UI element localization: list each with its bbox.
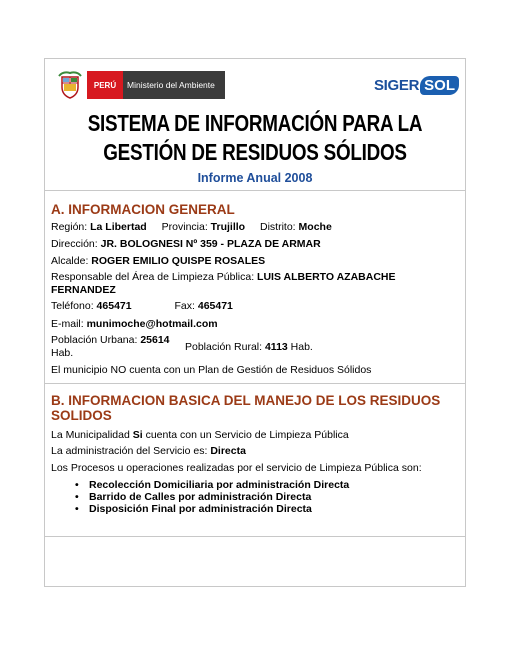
peru-label: PERÚ: [87, 71, 123, 99]
fax-label: Fax:: [174, 300, 195, 312]
pob-rural-value: 4113: [264, 341, 288, 353]
divider: [45, 383, 465, 384]
pob-rural-label: Población Rural:: [185, 341, 263, 353]
direccion-label: Dirección:: [51, 238, 98, 250]
servicio-line: [51, 429, 349, 442]
admin-value: Directa: [210, 445, 246, 457]
ministerio-logo: [57, 71, 225, 99]
responsable-label: Responsable del Área de Limpieza Pública:: [51, 271, 255, 283]
region-line: [51, 221, 332, 234]
pob-rural-unit: Hab.: [290, 341, 313, 353]
pob-urbana-unit: Hab.: [51, 347, 74, 359]
sigersol-suffix: SOL: [420, 76, 459, 95]
list-item: • Recolección Domiciliaria por administración Directa: [75, 479, 349, 491]
poblacion-rural: [185, 341, 313, 354]
region-value: La Libertad: [90, 221, 147, 233]
administracion-line: [51, 445, 246, 458]
admin-label: La administración del Servicio es:: [51, 445, 208, 457]
list-item: • Disposición Final por administración Directa: [75, 503, 349, 515]
email-value: munimoche@hotmail.com: [86, 318, 218, 330]
provincia-label: Provincia:: [161, 221, 208, 233]
plan-text: El municipio NO cuenta con un Plan de Gestión de Residuos Sólidos: [51, 364, 372, 376]
section-b-title: [51, 393, 440, 423]
email-label: E-mail:: [51, 318, 84, 330]
report-subtitle: Informe Anual 2008: [197, 171, 313, 185]
alcalde-label: Alcalde:: [51, 255, 89, 267]
distrito-label: Distrito:: [260, 221, 296, 233]
servicio-prefix: La Municipalidad: [51, 429, 130, 441]
report-title: [83, 109, 427, 167]
coat-of-arms-icon: [57, 71, 83, 99]
report-title-line2: GESTIÓN DE RESIDUOS SÓLIDOS: [103, 139, 407, 165]
report-page: [44, 58, 466, 587]
direccion-line: [51, 238, 321, 251]
sigersol-prefix: SIGER: [373, 76, 420, 94]
email-line: [51, 318, 218, 331]
list-item: • Barrido de Calles por administración Directa: [75, 491, 349, 503]
servicio-value: Si: [132, 429, 143, 441]
section-b-title-line1: B. INFORMACION BASICA DEL MANEJO DE LOS RESIDUOS: [51, 393, 441, 408]
alcalde-value: ROGER EMILIO QUISPE ROSALES: [91, 255, 266, 267]
servicio-suffix: cuenta con un Servicio de Limpieza Pública: [145, 429, 349, 441]
sigersol-logo: [374, 73, 459, 97]
responsable-value: LUIS ALBERTO AZABACHE FERNANDEZ: [51, 271, 396, 296]
region-label: Región:: [51, 221, 88, 233]
direccion-value: JR. BOLOGNESI Nº 359 - PLAZA DE ARMAR: [100, 238, 321, 250]
report-title-line1: SISTEMA DE INFORMACIÓN PARA LA: [87, 110, 423, 136]
telefono-value: 465471: [96, 300, 132, 312]
section-b-title-line2: SOLIDOS: [51, 408, 112, 423]
responsable-line: [51, 271, 456, 297]
telefono-label: Teléfono:: [51, 300, 94, 312]
provincia-value: Trujillo: [210, 221, 246, 233]
pob-urbana-label: Población Urbana:: [51, 334, 138, 346]
section-a-title: A. INFORMACION GENERAL: [51, 202, 235, 217]
divider: [45, 190, 465, 191]
fax-value: 465471: [197, 300, 233, 312]
telefono-line: [51, 300, 233, 313]
divider: [45, 536, 465, 537]
pob-urbana-value: 25614: [140, 334, 170, 346]
alcalde-line: [51, 255, 265, 268]
procesos-list: [75, 479, 349, 515]
ministerio-label: Ministerio del Ambiente: [123, 71, 225, 99]
procesos-intro: Los Procesos u operaciones realizadas por el servicio de Limpieza Pública son:: [51, 462, 422, 474]
distrito-value: Moche: [298, 221, 332, 233]
poblacion-urbana: [51, 334, 181, 360]
